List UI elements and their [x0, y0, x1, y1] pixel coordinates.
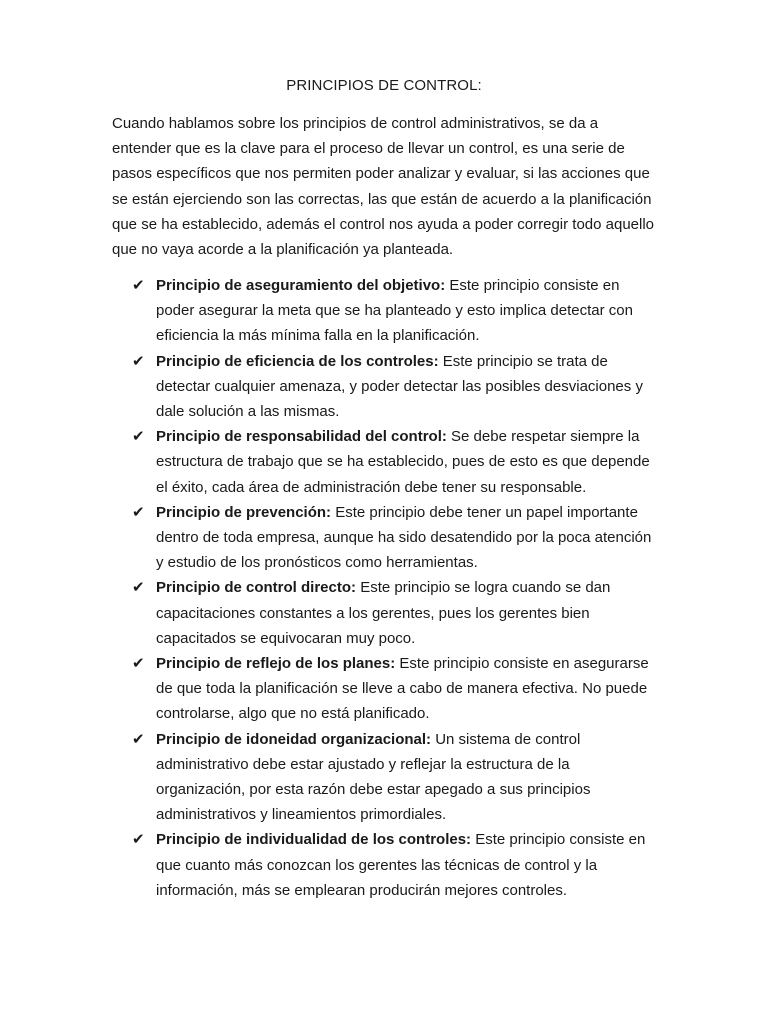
list-item-text [156, 424, 658, 500]
check-mark-icon: ✔ [132, 351, 145, 370]
document-title: PRINCIPIOS DE CONTROL: [286, 77, 482, 94]
principle-term: Principio de eficiencia de los controles: [156, 352, 439, 370]
check-mark-icon: ✔ [132, 729, 145, 748]
principle-description: Se debe respetar siempre la estructura de trabajo que se ha establecido, pues de esto es que depende el éxito, cada área de administración debe tener su responsable. [156, 428, 650, 496]
list-item [0, 727, 768, 828]
list-item-text [156, 651, 658, 727]
principle-description: Este principio debe tener un papel importante dentro de toda empresa, aunque ha sido desatendido por la poca atención y estudio de los pronósticos como herramientas. [156, 503, 652, 572]
principle-description: Un sistema de control administrativo debe estar ajustado y reflejar la estructura de la organización, por esta razón debe estar apegado a sus principios administrativos y lineamientos primordiales. [156, 730, 591, 824]
list-item-text [156, 273, 658, 349]
list-item [0, 424, 768, 500]
principle-term: Principio de individualidad de los controles: [156, 831, 472, 849]
principles-list [0, 273, 768, 903]
list-item-text [156, 500, 658, 576]
principle-term: Principio de prevención: [156, 503, 332, 521]
principle-term: Principio de aseguramiento del objetivo: [156, 277, 446, 294]
list-item [0, 827, 768, 903]
list-item [0, 651, 768, 727]
principle-term: Principio de responsabilidad del control: [156, 428, 447, 446]
list-item [0, 500, 768, 576]
check-mark-icon: ✔ [132, 578, 145, 597]
principle-description: Este principio consiste en poder asegurar la meta que se ha planteado y esto implica detectar con eficiencia la más mínima falla en la planificación. [156, 277, 633, 345]
list-item-text [156, 349, 658, 425]
list-item-text [156, 827, 658, 903]
principle-description: Este principio se logra cuando se dan capacitaciones constantes a los gerentes, pues los gerentes bien capacitados se equivocaran muy poco. [156, 579, 611, 647]
principle-description: Este principio se trata de detectar cualquier amenaza, y poder detectar las posibles desviaciones y dale solución a las mismas. [156, 352, 643, 421]
check-mark-icon: ✔ [132, 654, 145, 673]
principle-term: Principio de idoneidad organizacional: [156, 730, 432, 748]
list-item [0, 575, 768, 651]
check-mark-icon: ✔ [132, 276, 145, 294]
intro-paragraph: Cuando hablamos sobre los principios de control administrativos, se da a entender que es la clave para el proceso de llevar un control, es una serie de pasos específicos que nos permiten poder analizar y evaluar, si las acciones que se están ejerciendo son las correctas, las que están de acuerdo a la planificación que se ha establecido, además el control nos ayuda a poder corregir todo aquello que no vaya acorde a la planificación ya planteada. [112, 115, 655, 259]
list-item [0, 273, 768, 349]
check-mark-icon: ✔ [132, 830, 145, 849]
list-item-text [156, 575, 658, 651]
list-item [0, 349, 768, 425]
list-item-text [156, 727, 658, 828]
principle-term: Principio de control directo: [156, 579, 357, 597]
principle-description: Este principio consiste en asegurarse de que toda la planificación se lleve a cabo de manera efectiva. No puede controlarse, algo que no está planificado. [156, 655, 649, 723]
check-mark-icon: ✔ [132, 427, 145, 446]
check-mark-icon: ✔ [132, 502, 145, 521]
principle-term: Principio de reflejo de los planes: [156, 655, 396, 673]
principle-description: Este principio consiste en que cuanto más conozcan los gerentes las técnicas de control y la información, más se emplearan producirán mejores controles. [156, 831, 646, 899]
